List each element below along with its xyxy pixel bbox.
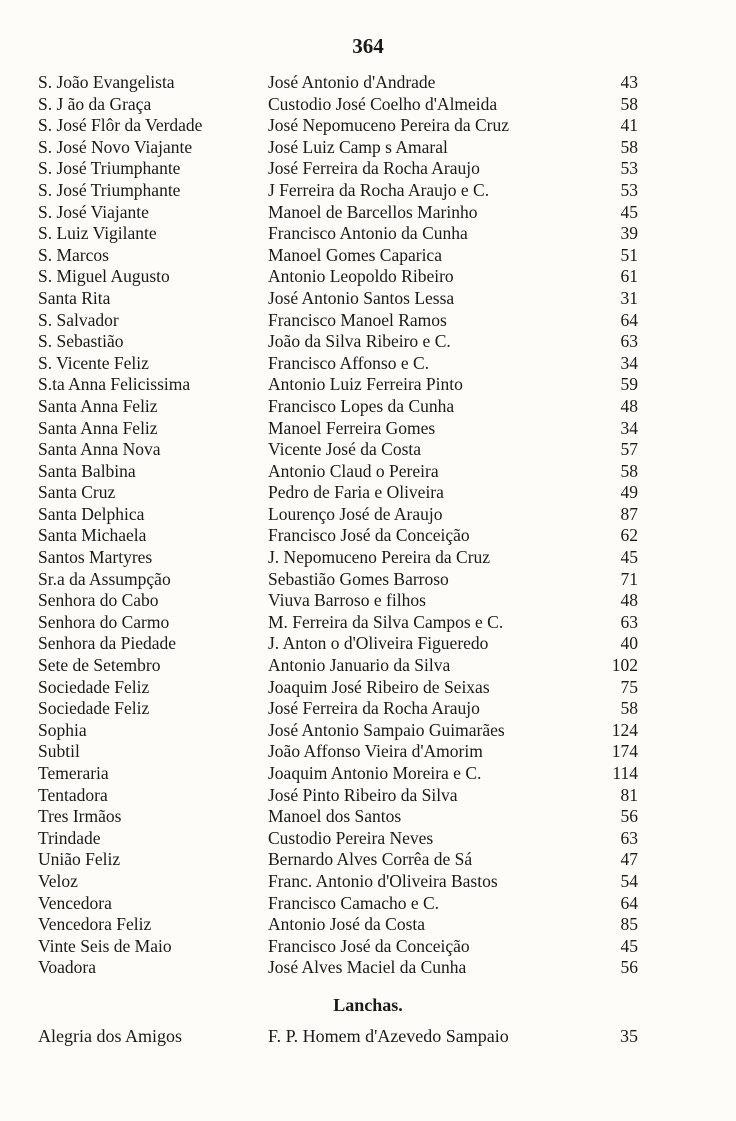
table-row [38,698,638,720]
owner-name: José Antonio d'Andrade [268,72,436,92]
ship-name: Santa Rita [38,287,111,308]
ship-name: Santa Cruz [38,482,116,503]
tonnage: 41 [620,115,638,136]
table-row [38,482,638,504]
owner-name: Vicente José da Costa [268,439,422,460]
table-row [38,655,638,677]
owner-name: Custodio José Coelho d'Almeida [268,93,498,114]
table-row [38,353,638,375]
ship-name: S. João Evangelista [38,72,175,92]
ship-name: Tres Irmãos [38,806,122,827]
ship-name: S. José Triumphante [38,158,181,179]
ship-name: S. José Flôr da Verdade [38,115,203,136]
ship-name: Sociedade Feliz [38,676,150,697]
table-row [38,94,638,116]
owner-name: José Antonio Santos Lessa [268,287,455,308]
table-row [38,461,638,483]
owner-name: Viuva Barroso e filhos [268,590,426,611]
ship-name: Senhora da Piedade [38,633,177,654]
table-row [38,763,638,785]
table-row [38,785,638,807]
table-row [38,374,638,396]
tonnage: 71 [620,568,638,589]
tonnage: 34 [620,417,638,438]
ship-name: Vencedora [38,892,112,913]
owner-name: João Affonso Vieira d'Amorim [268,741,483,762]
table-row [38,547,638,569]
table-row [38,223,638,245]
table-row [38,569,638,591]
owner-name: Antonio Januario da Silva [268,655,451,676]
ship-name: Tentadora [38,784,108,805]
table-row [38,202,638,224]
owner-name: Francisco Affonso e C. [268,352,430,373]
ship-name: Sr.a da Assumpção [38,568,171,589]
tonnage: 58 [620,698,638,719]
owner-name: João da Silva Ribeiro e C. [268,331,451,352]
tonnage: 75 [620,676,638,697]
table-row [38,849,638,871]
tonnage: 35 [620,1026,638,1046]
owner-name: José Ferreira da Rocha Araujo [268,158,480,179]
table-row [38,677,638,699]
tonnage: 45 [620,201,638,222]
tonnage: 102 [611,655,638,676]
owner-name: J. Anton o d'Oliveira Figueredo [268,633,489,654]
ship-name: S. José Triumphante [38,179,181,200]
ship-name: S. Luiz Vigilante [38,223,157,244]
tonnage: 53 [620,158,638,179]
tonnage: 114 [612,763,638,783]
ship-name: Sophia [38,719,87,740]
table-row [38,720,638,742]
table-row [38,288,638,310]
owner-name: Francisco Camacho e C. [268,892,440,913]
owner-name: Francisco José da Conceição [268,935,470,956]
owner-name: Francisco Manoel Ramos [268,309,447,330]
owner-name: Antonio José da Costa [268,914,426,935]
owner-name: Manoel Gomes Caparica [268,244,442,265]
page-number: 364 [352,34,384,58]
ship-name: Vinte Seis de Maio [38,935,172,956]
tonnage: 45 [620,935,638,956]
tonnage: 43 [620,72,638,92]
ship-name: Santa Delphica [38,503,145,524]
table-row [38,590,638,612]
table-row [38,245,638,267]
ship-name: Subtil [38,741,80,762]
ship-name: Vencedora Feliz [38,914,152,935]
ship-name: Santa Anna Feliz [38,417,158,438]
tonnage: 56 [620,957,638,978]
tonnage: 62 [620,525,638,546]
owner-name: J. Nepomuceno Pereira da Cruz [268,547,491,568]
owner-name: José Ferreira da Rocha Araujo [268,698,480,719]
owner-name: José Pinto Ribeiro da Silva [268,784,458,805]
ship-name: Senhora do Cabo [38,590,159,611]
owner-name: Custodio Pereira Neves [268,827,434,848]
tonnage: 47 [620,849,638,870]
tonnage: 58 [620,460,638,481]
table-row [38,806,638,828]
owner-name: Francisco Lopes da Cunha [268,395,455,416]
tonnage: 40 [620,633,638,654]
owner-name: Francisco Antonio da Cunha [268,223,468,244]
ship-name: Alegria dos Amigos [38,1026,182,1046]
tonnage: 53 [620,179,638,200]
tonnage: 63 [620,331,638,352]
table-row [38,310,638,332]
owner-name: M. Ferreira da Silva Campos e C. [268,611,504,632]
tonnage: 56 [620,806,638,827]
table-row [38,525,638,547]
table-row [38,504,638,526]
owner-name: Sebastião Gomes Barroso [268,568,449,589]
tonnage: 174 [611,741,638,762]
section-title-lanchas: Lanchas. [333,995,403,1015]
ship-name: Trindade [38,827,101,848]
table-row [38,158,638,180]
table-row [38,331,638,353]
tonnage: 59 [620,374,638,395]
owner-name: J Ferreira da Rocha Araujo e C. [268,179,490,200]
lanchas-table [38,1026,638,1048]
ledger-table [38,72,638,979]
table-row [38,1026,638,1048]
ship-name: Santos Martyres [38,547,153,568]
tonnage: 49 [620,482,638,503]
table-row [38,612,638,634]
ship-name: Veloz [38,870,78,891]
table-row [38,266,638,288]
ship-name: S. Sebastião [38,331,124,352]
owner-name: José Luiz Camp s Amaral [268,136,448,157]
table-row [38,396,638,418]
tonnage: 45 [620,547,638,568]
tonnage: 81 [620,784,638,805]
owner-name: Pedro de Faria e Oliveira [268,482,444,503]
ship-name: União Feliz [38,849,121,870]
owner-name: Antonio Luiz Ferreira Pinto [268,374,463,395]
table-row [38,871,638,893]
owner-name: Manoel dos Santos [268,806,402,827]
ship-name: Voadora [38,957,96,978]
ship-name: S. Marcos [38,244,109,265]
tonnage: 54 [620,870,638,891]
owner-name: Francisco José da Conceição [268,525,470,546]
ship-name: S.ta Anna Felicissima [38,374,191,395]
tonnage: 124 [611,719,638,740]
ship-name: Senhora do Carmo [38,611,170,632]
table-row [38,893,638,915]
ship-name: S. Vicente Feliz [38,352,149,373]
tonnage: 48 [620,590,638,611]
tonnage: 31 [620,287,638,308]
tonnage: 51 [620,244,638,265]
owner-name: Antonio Claud o Pereira [268,460,439,481]
table-row [38,828,638,850]
table-row [38,115,638,137]
ship-name: S. J ão da Graça [38,93,152,114]
tonnage: 34 [620,352,638,373]
ship-name: Santa Balbina [38,460,136,481]
owner-name: Joaquim Antonio Moreira e C. [268,763,482,783]
owner-name: Lourenço José de Araujo [268,503,443,524]
owner-name: Manoel Ferreira Gomes [268,417,436,438]
table-row [38,957,638,979]
tonnage: 61 [620,266,638,287]
tonnage: 64 [620,892,638,913]
tonnage: 85 [620,914,638,935]
table-row [38,180,638,202]
owner-name: José Alves Maciel da Cunha [268,957,467,978]
owner-name: F. P. Homem d'Azevedo Sampaio [268,1026,509,1046]
owner-name: Manoel de Barcellos Marinho [268,201,478,222]
owner-name: Franc. Antonio d'Oliveira Bastos [268,870,498,891]
ship-name: S. Miguel Augusto [38,266,170,287]
table-row [38,72,638,94]
table-row [38,633,638,655]
tonnage: 58 [620,93,638,114]
ship-name: S. José Novo Viajante [38,136,193,157]
tonnage: 48 [620,395,638,416]
table-row [38,936,638,958]
tonnage: 57 [620,439,638,460]
tonnage: 63 [620,827,638,848]
ship-name: S. Salvador [38,309,119,330]
ship-name: Sociedade Feliz [38,698,150,719]
table-row [38,137,638,159]
ship-name: Sete de Setembro [38,655,161,676]
table-row [38,914,638,936]
ship-name: Santa Anna Feliz [38,395,158,416]
ship-name: Santa Anna Nova [38,439,161,460]
table-row [38,418,638,440]
owner-name: José Antonio Sampaio Guimarães [268,719,505,740]
tonnage: 87 [620,503,638,524]
owner-name: José Nepomuceno Pereira da Cruz [268,115,510,136]
tonnage: 64 [620,309,638,330]
owner-name: Antonio Leopoldo Ribeiro [268,266,454,287]
ship-name: Santa Michaela [38,525,147,546]
tonnage: 63 [620,611,638,632]
table-row [38,439,638,461]
tonnage: 58 [620,136,638,157]
owner-name: Joaquim José Ribeiro de Seixas [268,676,490,697]
ship-name: Temeraria [38,763,109,783]
ship-name: S. José Viajante [38,201,149,222]
table-row [38,741,638,763]
owner-name: Bernardo Alves Corrêa de Sá [268,849,473,870]
tonnage: 39 [620,223,638,244]
